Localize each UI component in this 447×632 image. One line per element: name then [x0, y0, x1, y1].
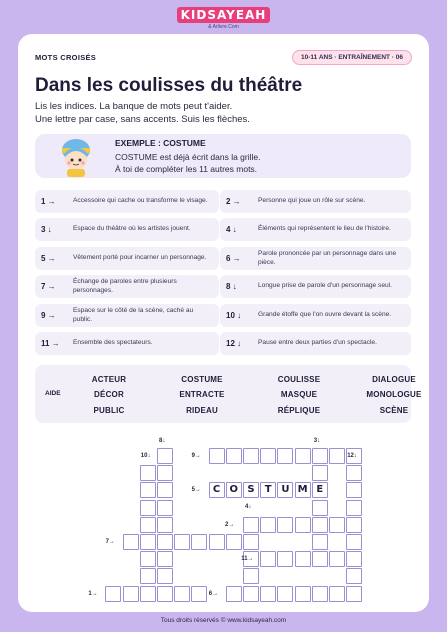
grid-cell: T [260, 482, 276, 498]
clue-number: 2 → [226, 197, 241, 206]
grid-cell[interactable] [209, 448, 225, 464]
example-title: EXEMPLE : COSTUME [115, 138, 206, 148]
grid-cell[interactable] [243, 568, 259, 584]
grid-cell[interactable] [243, 517, 259, 533]
clue-item [35, 190, 219, 213]
grid-cell[interactable] [312, 534, 328, 550]
grid-cell: S [243, 482, 259, 498]
clue-item [35, 247, 219, 270]
grid-cell[interactable] [226, 448, 242, 464]
example-line: À toi de compléter les 11 autres mots. [115, 164, 258, 174]
grid-cell[interactable] [312, 465, 328, 481]
grid-cell[interactable] [260, 586, 276, 602]
grid-cell[interactable] [105, 586, 121, 602]
clue-item [220, 247, 411, 270]
grid-cell[interactable] [260, 448, 276, 464]
grid-cell[interactable] [295, 448, 311, 464]
clue-text: Personne qui joue un rôle sur scène. [258, 197, 366, 205]
instructions [35, 100, 250, 126]
grid-clue-label: 2→ [225, 521, 235, 528]
grid-cell[interactable] [174, 586, 190, 602]
grid-cell[interactable] [329, 586, 345, 602]
grid-cell[interactable] [312, 551, 328, 567]
grid-cell[interactable] [209, 534, 225, 550]
instruction-line: Lis les indices. La banque de mots peut t'aider. [35, 101, 233, 112]
clue-text: Éléments qui représentent le lieu de l'histoire. [258, 225, 391, 233]
clue-text: Parole prononcée par un personnage dans une pièce. [258, 250, 397, 266]
grid-cell[interactable] [346, 517, 362, 533]
grid-clue-label: 7→ [105, 539, 115, 545]
page-title: Dans les coulisses du théâtre [35, 75, 303, 96]
clue-item [35, 275, 219, 298]
grid-cell[interactable] [191, 534, 207, 550]
example-text [115, 151, 261, 175]
clue-item [35, 218, 219, 241]
clue-number: 3 ↓ [41, 225, 52, 234]
grid-cell[interactable] [277, 551, 293, 567]
header-bar [35, 50, 412, 64]
grid-cell: M [295, 482, 311, 498]
clue-number: 7 → [41, 282, 56, 291]
word-bank-item: ACTEUR [91, 375, 127, 384]
word-bank-item: COSTUME [181, 375, 223, 384]
grid-cell[interactable] [174, 534, 190, 550]
grid-cell[interactable] [312, 500, 328, 516]
clue-item [220, 218, 411, 241]
grid-cell[interactable] [140, 465, 156, 481]
word-bank-item: MONOLOGUE [366, 390, 422, 399]
clue-item [220, 190, 411, 213]
grid-cell[interactable] [157, 568, 173, 584]
word-bank-item: RÉPLIQUE [277, 406, 321, 415]
word-bank-item: ENTRACTE [179, 390, 225, 399]
word-bank-label: AIDE [45, 390, 61, 397]
grid-cell[interactable] [157, 586, 173, 602]
clue-text: Grande étoffe que l'on ouvre devant la scène. [258, 311, 392, 319]
clue-text: Espace du théâtre où les artistes jouent. [73, 225, 191, 233]
grid-cell[interactable] [140, 568, 156, 584]
word-bank-item: MASQUE [280, 390, 318, 399]
word-bank [35, 365, 422, 423]
grid-cell[interactable] [226, 586, 242, 602]
grid-cell: E [312, 482, 328, 498]
grid-cell[interactable] [260, 517, 276, 533]
grid-cell: U [277, 482, 293, 498]
grid-cell[interactable] [140, 482, 156, 498]
grid-cell[interactable] [295, 586, 311, 602]
grid-cell[interactable] [140, 500, 156, 516]
clue-number: 5 → [41, 254, 56, 263]
grid-cell[interactable] [123, 586, 139, 602]
grid-clue-label: 5→ [191, 487, 201, 494]
grid-cell[interactable] [157, 500, 173, 516]
word-bank-item: DÉCOR [94, 390, 124, 399]
word-bank-item: RIDEAU [186, 406, 218, 415]
clue-text: Pause entre deux parties d'un spectacle. [258, 339, 377, 347]
clue-item [220, 275, 411, 298]
footer-copyright: Tous droits réservés © www.kidsayeah.com [160, 617, 287, 624]
grid-cell[interactable] [157, 517, 173, 533]
worksheet-page [18, 34, 429, 612]
grid-clue-label: 10↓ [140, 453, 151, 459]
grid-cell[interactable] [346, 500, 362, 516]
grid-cell: C [209, 482, 225, 498]
mascot-icon [57, 137, 95, 177]
grid-cell[interactable] [346, 465, 362, 481]
grid-cell[interactable] [346, 534, 362, 550]
grid-clue-label: 11→ [241, 556, 254, 563]
grid-cell[interactable] [157, 465, 173, 481]
clue-number: 12 ↓ [226, 339, 242, 348]
logo-text: KIDSAYEAH [177, 7, 271, 23]
grid-cell[interactable] [329, 551, 345, 567]
grid-cell[interactable] [243, 448, 259, 464]
clue-text: Accessoire qui cache ou transforme le visage. [73, 197, 208, 205]
grid-cell[interactable] [295, 551, 311, 567]
grid-cell[interactable] [243, 586, 259, 602]
grid-cell: O [226, 482, 242, 498]
grid-clue-label: 4↓ [245, 503, 252, 510]
grid-cell[interactable] [312, 586, 328, 602]
clue-number: 4 ↓ [226, 225, 237, 234]
clue-text: Ensemble des spectateurs. [73, 339, 153, 347]
grid-cell[interactable] [123, 534, 139, 550]
word-bank-item: COULISSE [277, 375, 321, 384]
clue-item [35, 304, 219, 327]
grid-cell[interactable] [312, 448, 328, 464]
instruction-line: Une lettre par case, sans accents. Suis les flèches. [35, 114, 250, 125]
grid-cell[interactable] [346, 482, 362, 498]
word-bank-item: SCÈNE [379, 406, 409, 415]
grid-cell[interactable] [346, 551, 362, 567]
grid-cell[interactable] [157, 448, 173, 464]
word-bank-item: DIALOGUE [372, 375, 416, 384]
clue-item [35, 332, 219, 355]
example-box [35, 134, 411, 178]
clue-number: 1 → [41, 197, 56, 206]
clue-number: 6 → [226, 254, 241, 263]
grid-clue-label: 8↓ [159, 438, 166, 444]
grid-clue-label: 6→ [208, 590, 219, 597]
grid-cell[interactable] [140, 551, 156, 567]
grid-cell[interactable] [277, 586, 293, 602]
clue-text: Longue prise de parole d'un personnage seul. [258, 282, 392, 290]
grid-cell[interactable] [157, 551, 173, 567]
grid-cell[interactable] [140, 586, 156, 602]
clue-number: 11 → [41, 339, 60, 348]
worksheet-kind: MOTS CROISÉS [35, 53, 97, 62]
grid-cell[interactable] [346, 568, 362, 584]
clue-text: Espace sur le côté de la scène, caché au public. [73, 307, 194, 323]
grid-cell[interactable] [329, 448, 345, 464]
word-bank-item: PUBLIC [93, 406, 125, 415]
clue-text: Vêtement porté pour incarner un personnage. [73, 254, 207, 262]
grid-clue-label: 12↓ [347, 453, 357, 459]
clue-item [220, 304, 411, 327]
grid-cell[interactable] [329, 517, 345, 533]
grid-cell[interactable] [226, 534, 242, 550]
grid-clue-label: 3↓ [313, 438, 321, 444]
clue-text: Échange de paroles entre plusieurs personnages. [73, 278, 177, 294]
clue-number: 10 ↓ [226, 311, 242, 320]
grid-cell[interactable] [243, 534, 259, 550]
grid-cell[interactable] [191, 586, 207, 602]
grid-clue-label: 9→ [191, 453, 201, 459]
grid-cell[interactable] [157, 534, 173, 550]
grid-cell[interactable] [312, 517, 328, 533]
grid-cell[interactable] [277, 448, 293, 464]
clue-number: 9 → [41, 311, 56, 320]
logo-subtext: & Arlivre.Com [208, 24, 239, 30]
grid-cell[interactable] [295, 517, 311, 533]
clue-item [220, 332, 411, 355]
grid-cell[interactable] [140, 517, 156, 533]
example-line: COSTUME est déjà écrit dans la grille. [115, 152, 261, 162]
level-pill: 10-11 ANS · ENTRAÎNEMENT · 06 [292, 50, 412, 65]
grid-clue-label: 1→ [88, 590, 98, 597]
grid-cell[interactable] [157, 482, 173, 498]
grid-cell[interactable] [260, 551, 276, 567]
clue-number: 8 ↓ [226, 282, 237, 291]
grid-cell[interactable] [346, 586, 362, 602]
brand-logo [0, 6, 447, 30]
grid-cell[interactable] [277, 517, 293, 533]
grid-cell[interactable] [140, 534, 156, 550]
